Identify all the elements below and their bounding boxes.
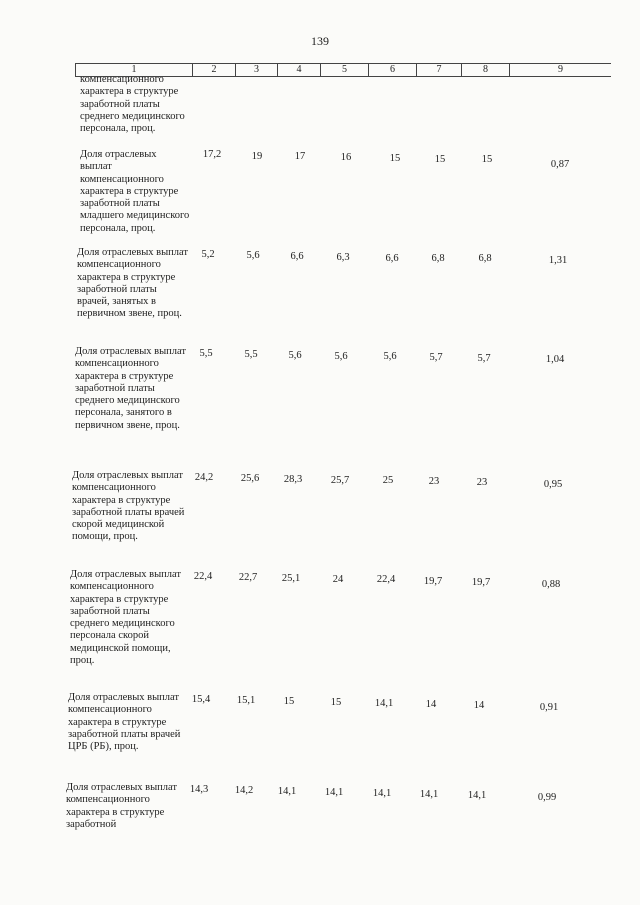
- cell-col7: 5,7: [429, 352, 443, 363]
- cell-col2: 5,2: [201, 249, 215, 260]
- cell-col6: 15: [389, 153, 401, 164]
- column-header: 1: [76, 64, 193, 76]
- column-header: 2: [193, 64, 236, 76]
- cell-col8: 23: [476, 477, 488, 488]
- cell-col6: 25: [382, 475, 394, 486]
- column-header: 7: [417, 64, 462, 76]
- cell-col5: 6,3: [336, 252, 350, 263]
- row-label: Доля отраслевых выплат компенсационного характера в структуре заработной платы врачей, занятых в первичном звене, проц.: [77, 247, 189, 320]
- cell-col4: 6,6: [290, 251, 304, 262]
- cell-col5: 24: [332, 574, 344, 585]
- cell-col2: 17,2: [202, 149, 222, 160]
- cell-col3: 19: [251, 151, 263, 162]
- cell-col3: 5,6: [246, 250, 260, 261]
- cell-col4: 15: [283, 696, 295, 707]
- row-label: Доля отраслевых выплат компенсационного характера в структуре заработной: [66, 782, 178, 830]
- row-label: Доля отраслевых выплат компенсационного характера в структуре заработной платы младшего медицинского персонала, проц.: [80, 149, 190, 234]
- column-header: 9: [558, 64, 563, 75]
- cell-col5: 16: [340, 152, 352, 163]
- cell-col2: 24,2: [194, 472, 214, 483]
- cell-col7: 23: [428, 476, 440, 487]
- cell-col9: 0,88: [541, 579, 561, 590]
- cell-col9: 1,31: [548, 255, 568, 266]
- cell-col7: 14,1: [419, 789, 439, 800]
- cell-col8: 15: [481, 154, 493, 165]
- cell-col9: 0,91: [539, 702, 559, 713]
- column-header: 5: [321, 64, 369, 76]
- cell-col6: 5,6: [383, 351, 397, 362]
- cell-col2: 15,4: [191, 694, 211, 705]
- row-label: Доля отраслевых выплат компенсационного характера в структуре заработной платы врачей скорой медицинской помощи, проц.: [72, 470, 185, 543]
- cell-col3: 5,5: [244, 349, 258, 360]
- cell-col2: 14,3: [189, 784, 209, 795]
- cell-col7: 15: [434, 154, 446, 165]
- cell-col5: 15: [330, 697, 342, 708]
- cell-col9: 0,95: [543, 479, 563, 490]
- cell-col4: 25,1: [281, 573, 301, 584]
- cell-col2: 22,4: [193, 571, 213, 582]
- cell-col3: 14,2: [234, 785, 254, 796]
- cell-col4: 14,1: [277, 786, 297, 797]
- cell-col7: 6,8: [431, 253, 445, 264]
- cell-col9: 0,99: [537, 792, 557, 803]
- row-label: Доля отраслевых выплат компенсационного характера в структуре заработной платы врачей ЦРБ (РБ), проц.: [68, 692, 181, 753]
- cell-col7: 14: [425, 699, 437, 710]
- cell-col4: 28,3: [283, 474, 303, 485]
- cell-col7: 19,7: [423, 576, 443, 587]
- cell-col8: 5,7: [477, 353, 491, 364]
- cell-col5: 14,1: [324, 787, 344, 798]
- cell-col4: 17: [294, 151, 306, 162]
- column-header: 6: [369, 64, 417, 76]
- cell-col9: 1,04: [545, 354, 565, 365]
- cell-col8: 6,8: [478, 253, 492, 264]
- row-label: Доля отраслевых выплат компенсационного характера в структуре заработной платы среднего медицинского персонала скорой медицинской помощи, проц.: [70, 569, 182, 667]
- cell-col6: 6,6: [385, 253, 399, 264]
- cell-col8: 19,7: [471, 577, 491, 588]
- cell-col6: 14,1: [374, 698, 394, 709]
- column-header: 3: [236, 64, 278, 76]
- cell-col9: 0,87: [550, 159, 570, 170]
- column-header: 4: [278, 64, 321, 76]
- cell-col3: 15,1: [236, 695, 256, 706]
- cell-col3: 25,6: [240, 473, 260, 484]
- page-number: 139: [311, 34, 329, 48]
- cell-col5: 25,7: [330, 475, 350, 486]
- cell-col8: 14: [473, 700, 485, 711]
- cell-col6: 22,4: [376, 574, 396, 585]
- row-label: Доля отраслевых выплат компенсационного характера в структуре заработной платы среднего медицинского персонала, занятого в первичном звене, проц.: [75, 346, 187, 431]
- cell-col6: 14,1: [372, 788, 392, 799]
- cell-col2: 5,5: [199, 348, 213, 359]
- row-label: компенсационного характера в структуре заработной платы среднего медицинского персонала, проц.: [80, 74, 185, 135]
- cell-col4: 5,6: [288, 350, 302, 361]
- cell-col5: 5,6: [334, 351, 348, 362]
- column-header: 8: [462, 64, 510, 76]
- cell-col3: 22,7: [238, 572, 258, 583]
- cell-col8: 14,1: [467, 790, 487, 801]
